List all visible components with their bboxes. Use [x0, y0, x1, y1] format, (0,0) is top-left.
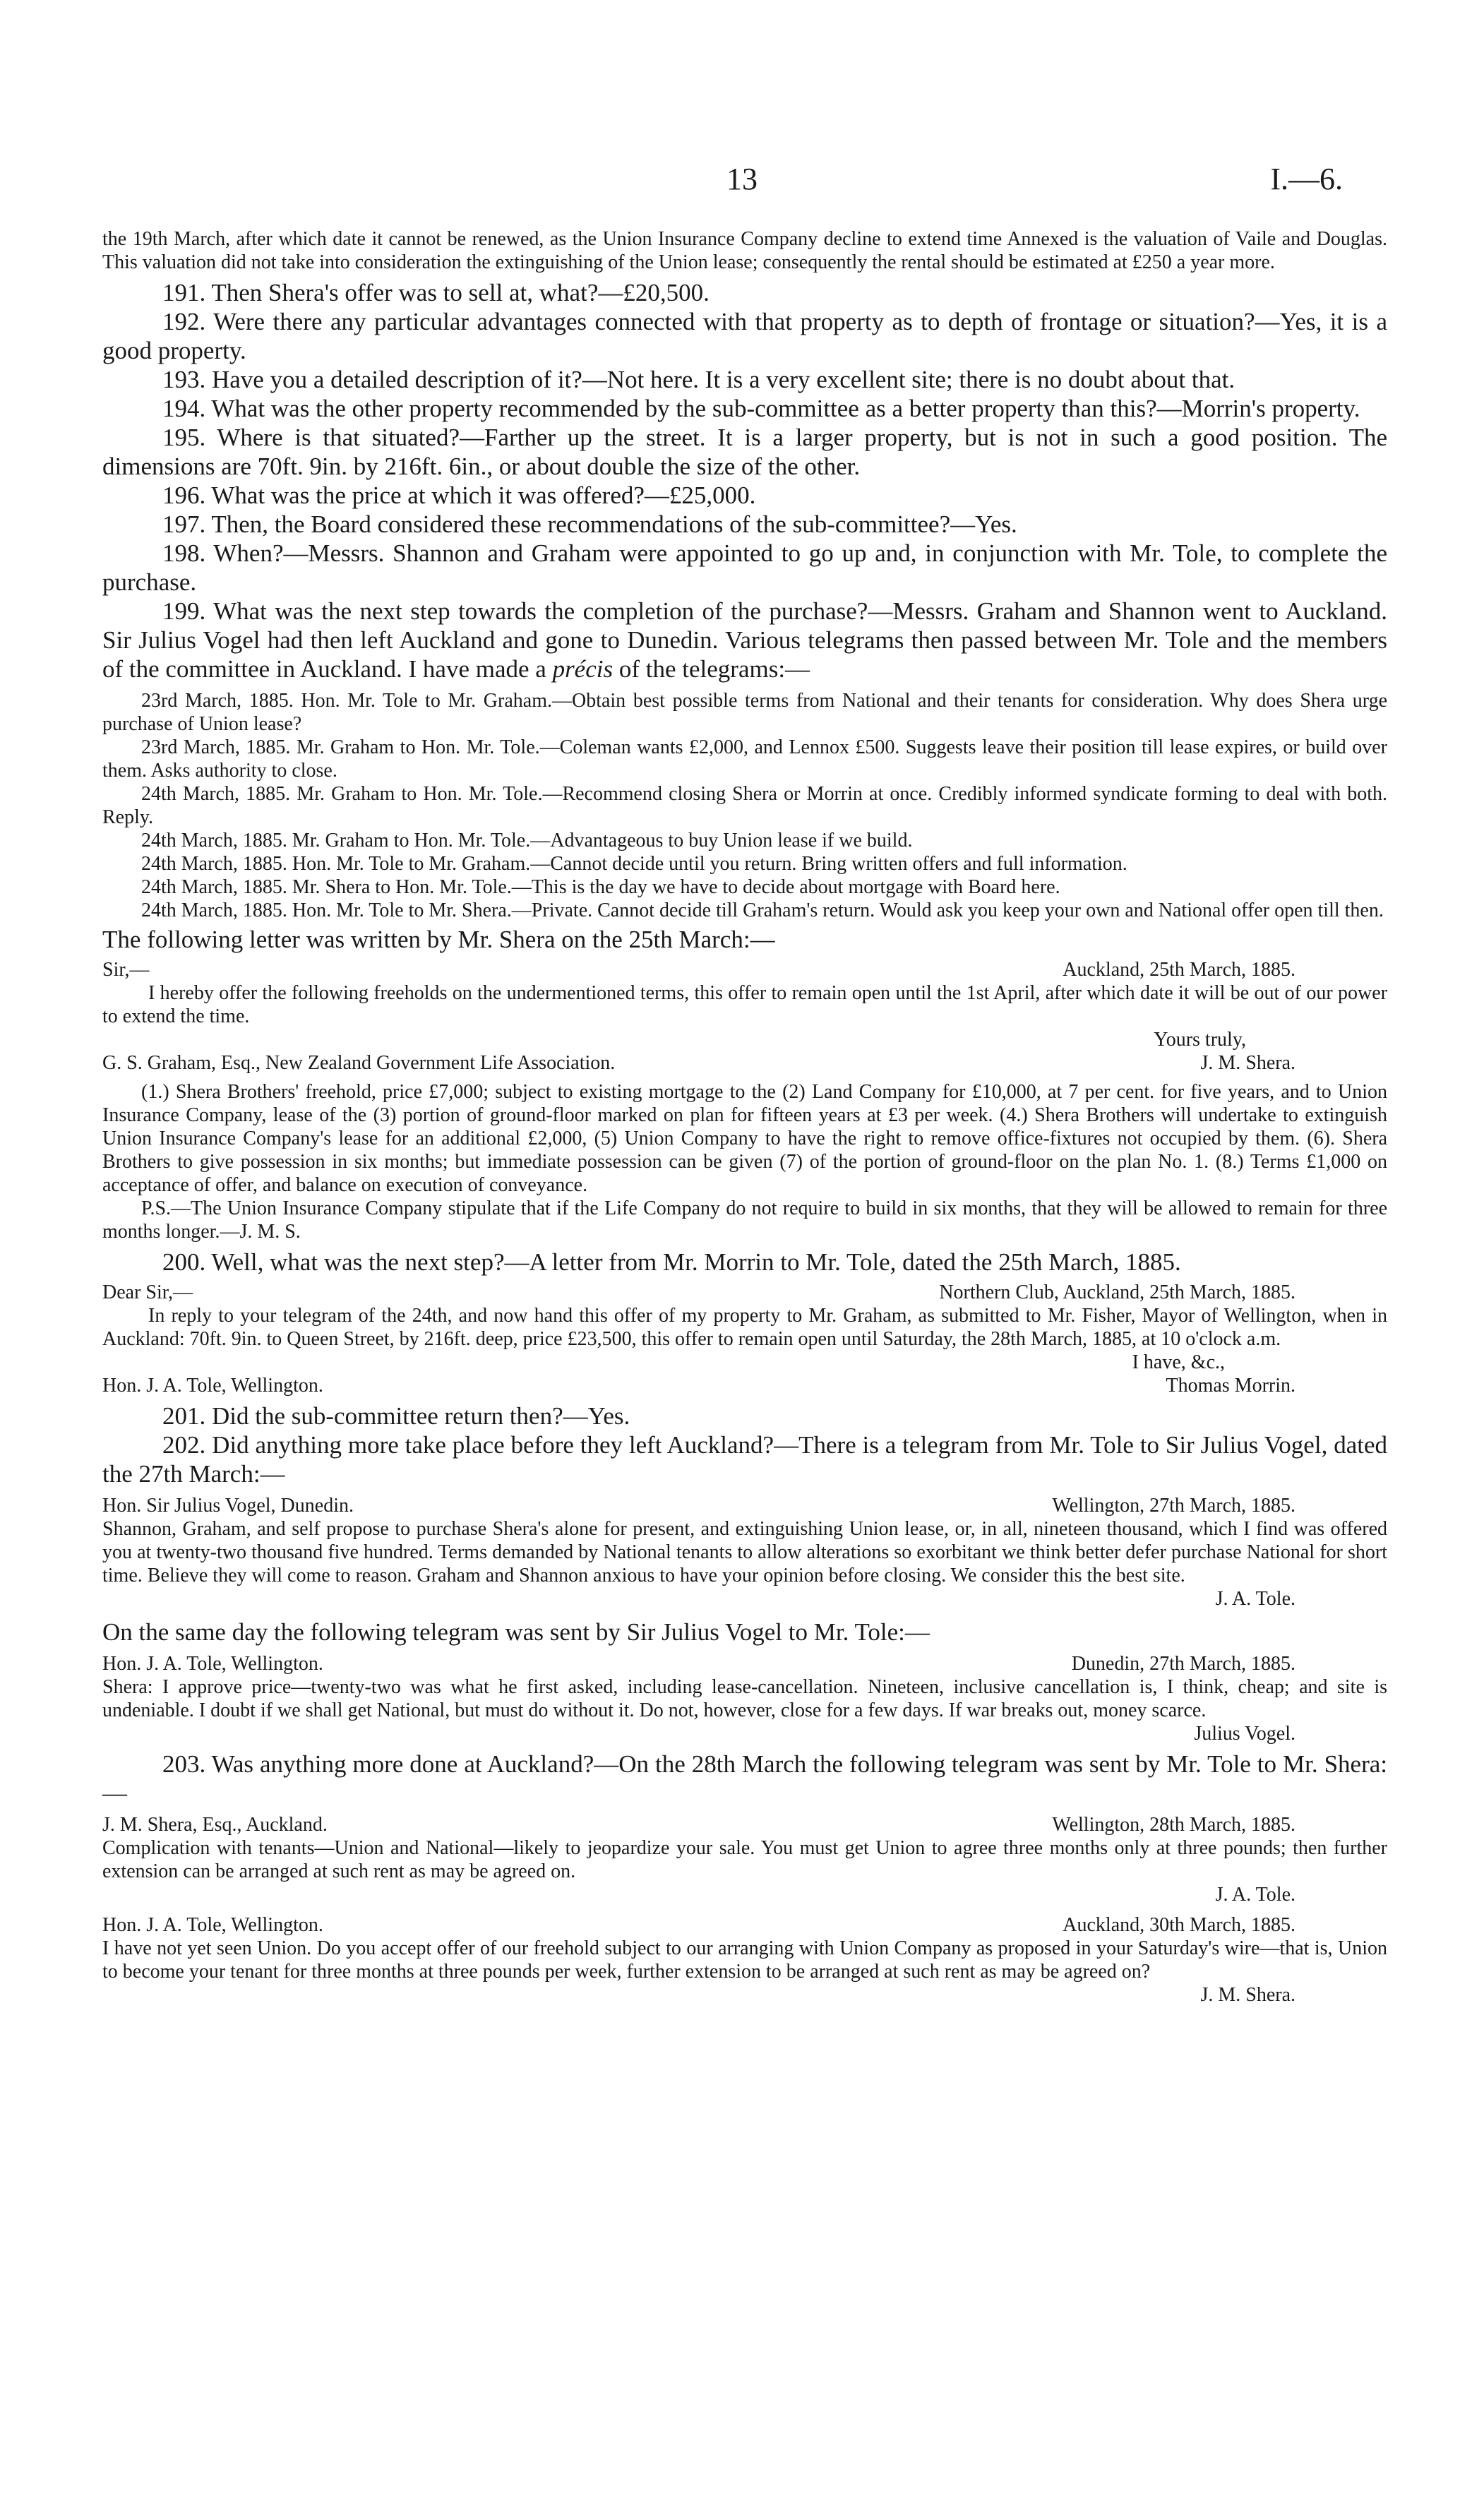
question-203: 203. Was anything more done at Auckland?—On the 28th March the following telegram was sent by Mr. Tole to Mr. Shera:— [102, 1750, 1387, 1807]
shera-postscript: P.S.—The Union Insurance Company stipulate that if the Life Company do not require to build in six months, that they will be allowed to remain for three months longer.—J. M. S. [102, 1197, 1387, 1243]
question-195: 195. Where is that situated?—Farther up the street. It is a larger property, but is not in such a good position. The dimensions are 70ft. 9in. by 216ft. 6in., or about double the size of the other. [102, 424, 1387, 480]
document-reference: I.—6. [1270, 162, 1343, 196]
question-200: 200. Well, what was the next step?—A letter from Mr. Morrin to Mr. Tole, dated the 25th March, 1885. [162, 1248, 1181, 1276]
telegram-signature: J. A. Tole. [1215, 1588, 1295, 1610]
question-191: 191. Then Shera's offer was to sell at, what?—£20,500. [162, 279, 710, 306]
letter-closing: I have, &c., [1132, 1351, 1225, 1373]
telegram-item: 24th March, 1885. Mr. Shera to Hon. Mr. Tole.—This is the day we have to decide about mortgage with Board here. [141, 876, 1060, 898]
letter-salutation: Sir,— [102, 959, 150, 981]
question-192: 192. Were there any particular advantages connected with that property as to depth of frontage or situation?—Yes, it is a good property. [102, 308, 1387, 364]
telegram-list [102, 689, 1387, 922]
telegram-addressee: J. M. Shera, Esq., Auckland. [102, 1814, 328, 1836]
morrin-letter-heading [102, 1281, 1387, 1304]
question-196: 196. What was the price at which it was offered?—£25,000. [162, 482, 756, 509]
question-199-tail: of the telegrams:— [618, 655, 810, 683]
telegram-item: 24th March, 1885. Mr. Graham to Hon. Mr. Tole.—Advantageous to buy Union lease if we build. [141, 830, 913, 851]
telegram-item: 23rd March, 1885. Mr. Graham to Hon. Mr. Tole.—Coleman wants £2,000, and Lennox £500. Suggests leave their position till lease expires, or build over them. Asks authority to close. [102, 736, 1387, 782]
shera-letter-lead: The following letter was written by Mr. Shera on the 25th March:— [102, 926, 775, 953]
shera-letter-heading [102, 958, 1387, 981]
telegram-signature: J. M. Shera. [1200, 1984, 1295, 2006]
telegram-addressee: Hon. Sir Julius Vogel, Dunedin. [102, 1495, 354, 1517]
question-199-text: 199. What was the next step towards the completion of the purchase?—Messrs. Graham and Shannon went to Auckland. Sir Julius Vogel had then left Auckland and gone to Dunedin. Various telegrams then passed between Mr. Tole and the members of the committee in Auckland. I have made a [102, 597, 1387, 683]
telegram-item: 24th March, 1885. Hon. Mr. Tole to Mr. Graham.—Cannot decide until you return. Bring written offers and full information. [141, 853, 1127, 875]
telegram-addressee: Hon. J. A. Tole, Wellington. [102, 1914, 323, 1936]
telegram-item: 23rd March, 1885. Hon. Mr. Tole to Mr. Graham.—Obtain best possible terms from National and their tenants for consideration. Why does Shera urge purchase of Union lease? [102, 690, 1387, 735]
page-number: 13 [726, 162, 758, 196]
question-198: 198. When?—Messrs. Shannon and Graham were appointed to go up and, in conjunction with Mr. Tole, to complete the purchase. [102, 539, 1387, 596]
question-194: 194. What was the other property recommended by the sub-committee as a better property than this?—Morrin's property. [162, 395, 1360, 422]
vogel-telegram-body: Shannon, Graham, and self propose to purchase Shera's alone for present, and extinguishing Union lease, or, in all, nineteen thousand, which I find was offered you at twenty-two thousand five hundred. Terms demanded by National tenants to allow alterations so exorbitant we think better defer purchase National for short time. Believe they will come to reason. Graham and Shannon anxious to have your opinion before closing. We consider this the best site. [102, 1518, 1387, 1586]
telegram-place-date: Wellington, 28th March, 1885. [1052, 1814, 1295, 1836]
question-193: 193. Have you a detailed description of it?—Not here. It is a very excellent site; there is no doubt about that. [162, 366, 1235, 393]
morrin-letter-body: In reply to your telegram of the 24th, and now hand this offer of my property to Mr. Graham, as submitted to Mr. Fisher, Mayor of Wellington, when in Auckland: 70ft. 9in. to Queen Street, by 216ft. deep, price £23,500, this offer to remain open until Saturday, the 28th March, 1885, at 10 o'clock a.m. [102, 1305, 1387, 1350]
vogel-telegram-heading [102, 1494, 1387, 1517]
question-197: 197. Then, the Board considered these recommendations of the sub-committee?—Yes. [162, 510, 1017, 538]
telegram-place-date: Wellington, 27th March, 1885. [1052, 1495, 1295, 1517]
reply-telegram-body: I have not yet seen Union. Do you accept offer of our freehold subject to our arranging with Union Company as proposed in your Saturday's wire—that is, Union to become your tenant for three months at three pounds per week, further extension to be arranged at such rent as may be agreed on? [102, 1937, 1387, 1983]
question-199 [102, 597, 1387, 683]
telegram-signature: J. A. Tole. [1215, 1884, 1295, 1906]
morrin-letter-footer [102, 1374, 1387, 1397]
telegram-signature: Julius Vogel. [1194, 1723, 1295, 1745]
letter-addressee: G. S. Graham, Esq., New Zealand Government Life Association. [102, 1052, 616, 1074]
shera-offer-terms: (1.) Shera Brothers' freehold, price £7,000; subject to existing mortgage to the (2) Land Company for £10,000, at 7 per cent. for five years, and to Union Insurance Company, lease of the (3) portion of ground-floor marked on plan for fifteen years at £3 per week. (4.) Shera Brothers will undertake to extinguish Union Insurance Company's lease for an additional £2,000, (5) Union Company to have the right to remove office-fixtures not occupied by them. (6). Shera Brothers to give possession in six months; but immediate possession can be given (7) of the portion of ground-floor on the plan No. 1. (8.) Terms £1,000 on acceptance of offer, and balance on execution of conveyance. [102, 1081, 1387, 1196]
letter-signature: Thomas Morrin. [1166, 1375, 1295, 1397]
telegram-item: 24th March, 1885. Hon. Mr. Tole to Mr. Shera.—Private. Cannot decide till Graham's return. Would ask you keep your own and National offer open till then. [141, 900, 1384, 921]
intro-paragraph: the 19th March, after which date it cannot be renewed, as the Union Insurance Company decline to extend time Annexed is the valuation of Vaile and Douglas. This valuation did not take into consideration the extinguishing of the Union lease; consequently the rental should be estimated at £250 a year more. [102, 228, 1387, 273]
telegram-place-date: Dunedin, 27th March, 1885. [1071, 1653, 1295, 1675]
letter-salutation: Dear Sir,— [102, 1281, 193, 1303]
question-202: 202. Did anything more take place before they left Auckland?—There is a telegram from Mr. Tole to Sir Julius Vogel, dated the 27th March:— [102, 1431, 1387, 1488]
shera-telegram-body: Complication with tenants—Union and National—likely to jeopardize your sale. You must get Union to agree three months only at three pounds; then further extension can be arranged at such rent as may be agreed on. [102, 1837, 1387, 1882]
shera-telegram-heading [102, 1813, 1387, 1836]
letter-closing: Yours truly, [1154, 1029, 1246, 1051]
tole-telegram-heading [102, 1652, 1387, 1675]
letter-signature: J. M. Shera. [1200, 1052, 1295, 1074]
page-body [102, 227, 1387, 2007]
letter-addressee: Hon. J. A. Tole, Wellington. [102, 1375, 323, 1397]
telegram-item: 24th March, 1885. Mr. Graham to Hon. Mr. Tole.—Recommend closing Shera or Morrin at once. Credibly informed syndicate forming to deal with both. Reply. [102, 783, 1387, 828]
tole-telegram-body: Shera: I approve price—twenty-two was what he first asked, including lease-cancellation. Nineteen, inclusive cancellation is, I think, cheap; and site is undeniable. I doubt if we shall get National, but must do without it. Do not, however, close for a few days. If war breaks out, money scarce. [102, 1676, 1387, 1721]
letter-place-date: Auckland, 25th March, 1885. [1063, 959, 1295, 981]
shera-letter-footer [102, 1051, 1387, 1075]
telegram-place-date: Auckland, 30th March, 1885. [1063, 1914, 1295, 1936]
letter-place-date: Northern Club, Auckland, 25th March, 1885. [939, 1281, 1295, 1303]
shera-letter-body: I hereby offer the following freeholds on the undermentioned terms, this offer to remain open until the 1st April, after which date it will be out of our power to extend the time. [102, 982, 1387, 1027]
reply-telegram-heading [102, 1913, 1387, 1937]
question-201: 201. Did the sub-committee return then?—Yes. [162, 1402, 630, 1430]
same-day-lead: On the same day the following telegram was sent by Sir Julius Vogel to Mr. Tole:— [102, 1618, 930, 1646]
precis-word: précis [552, 655, 614, 683]
telegram-addressee: Hon. J. A. Tole, Wellington. [102, 1653, 323, 1675]
